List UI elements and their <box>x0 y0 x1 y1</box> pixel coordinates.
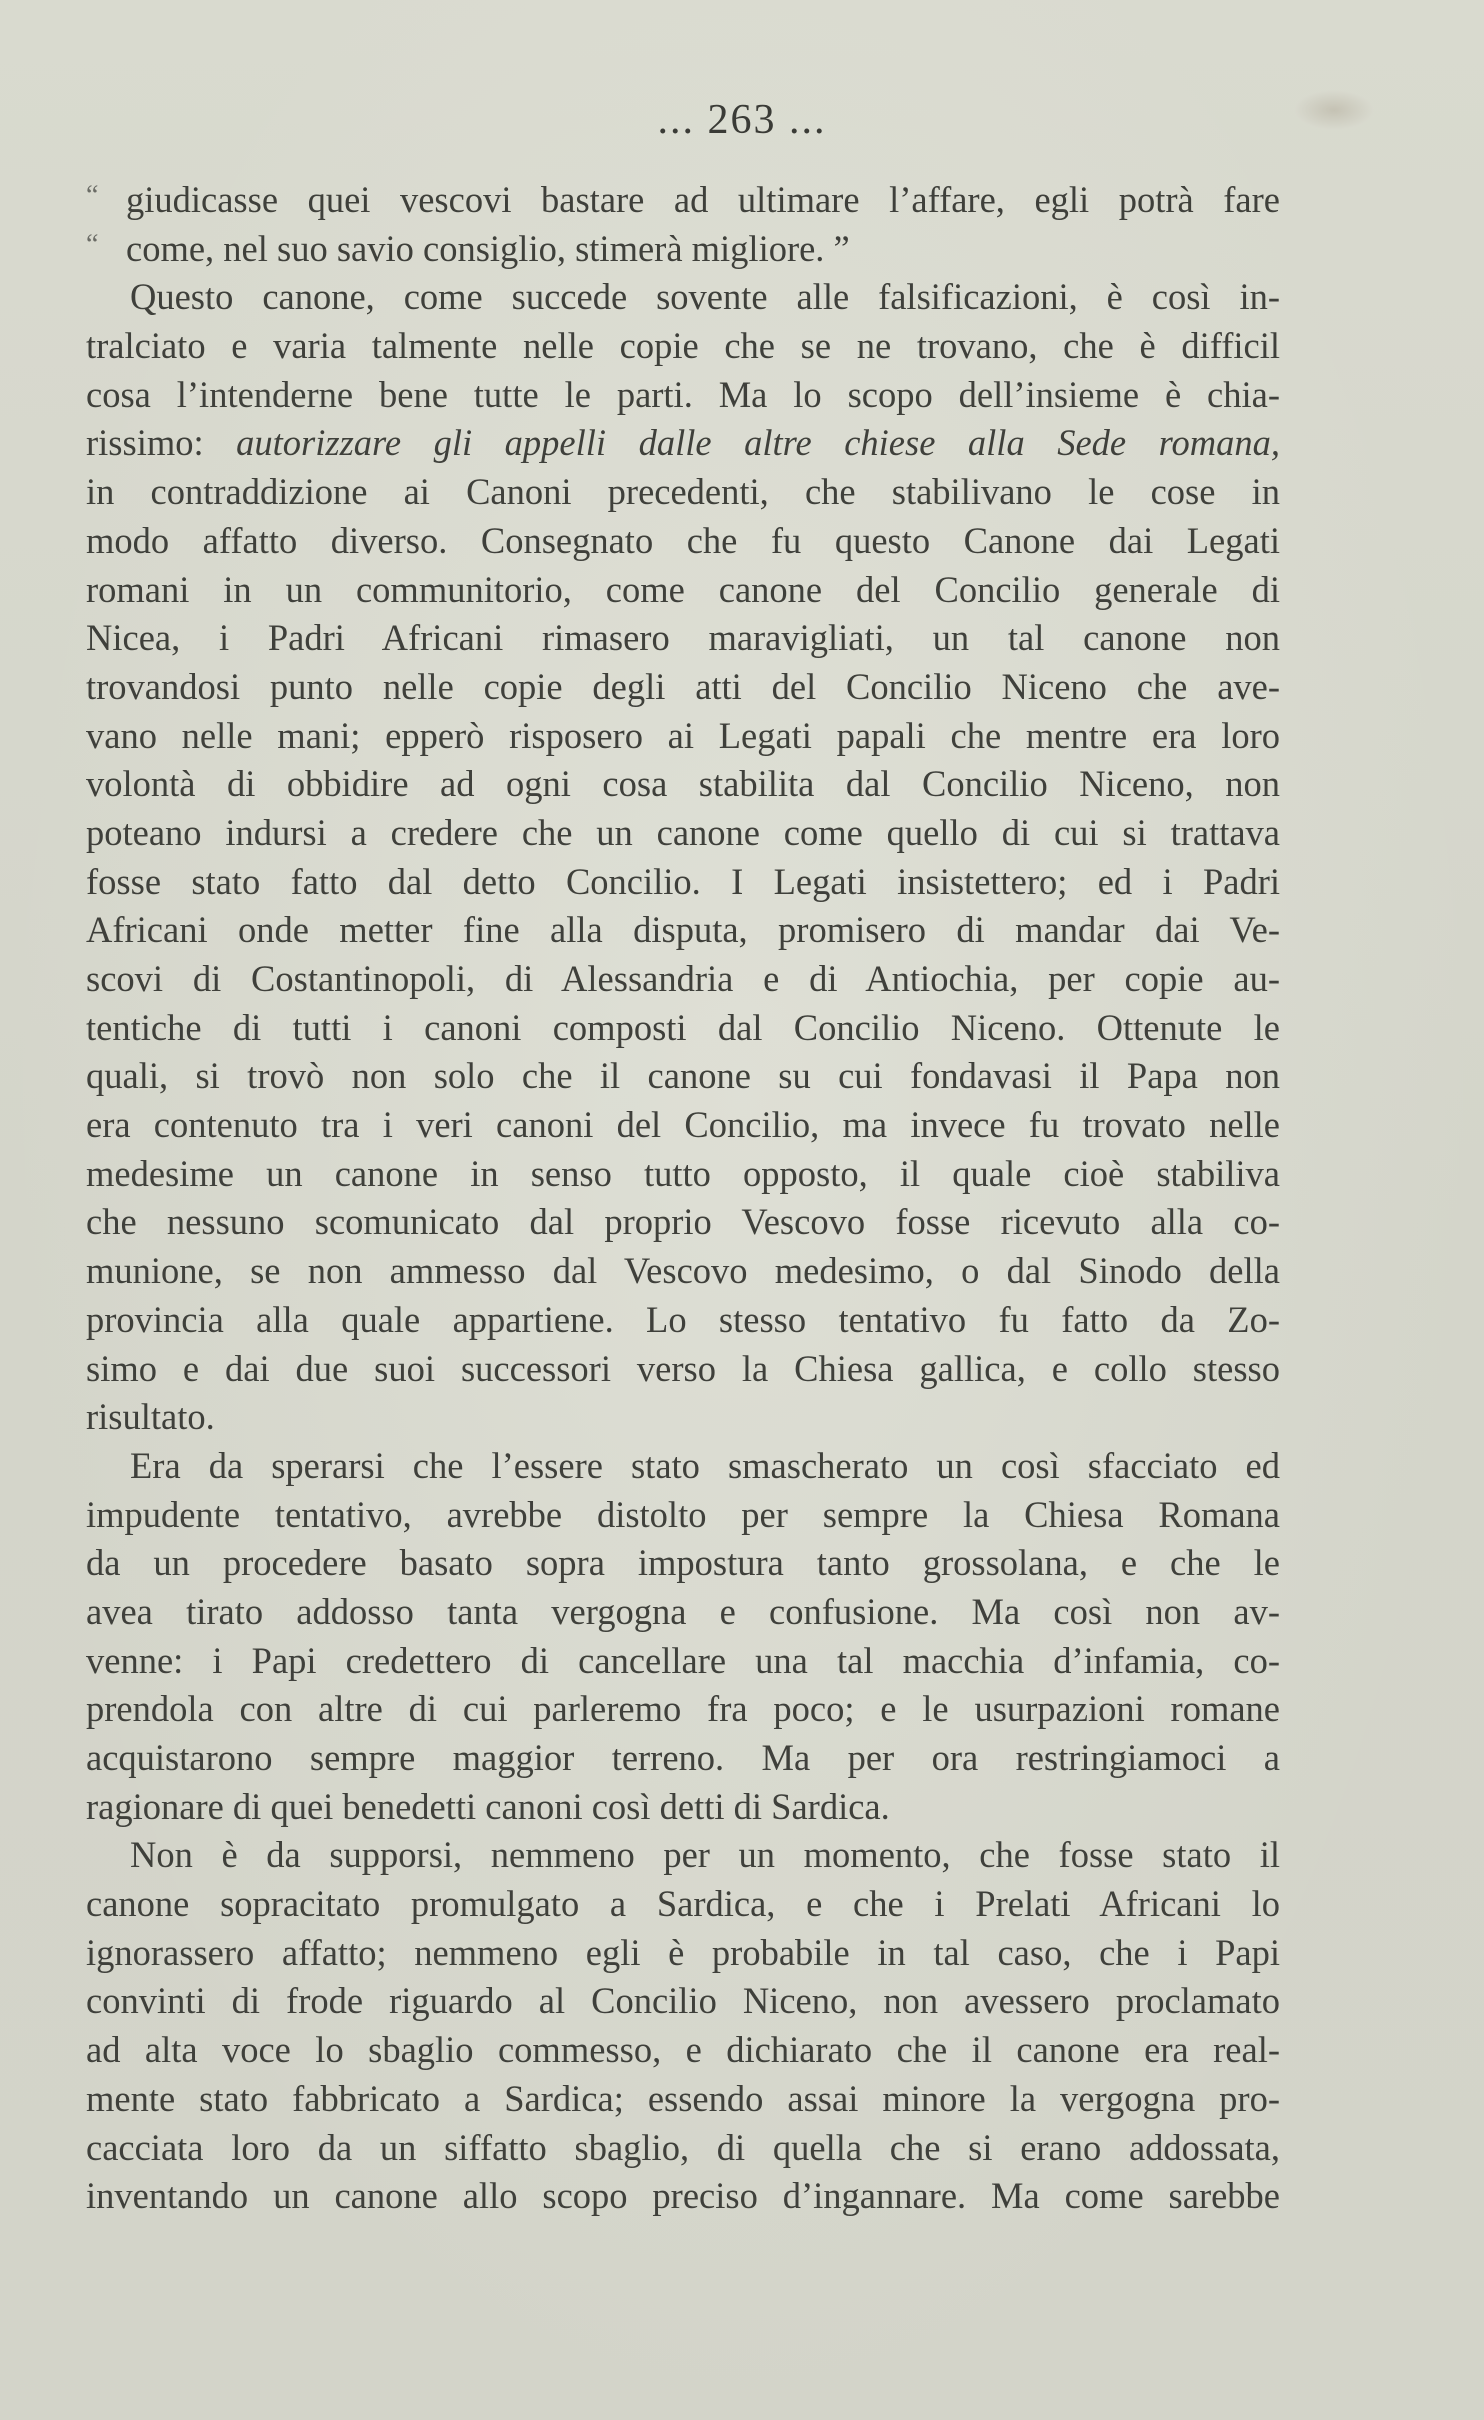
text-line <box>86 1685 1280 1734</box>
text-line <box>86 2075 1280 2124</box>
text-line <box>86 1491 1280 1540</box>
text-line <box>86 273 1280 322</box>
line-text: fosse stato fatto dal detto Concilio. I Legati insistettero; ed i Padri <box>86 860 1280 902</box>
text-line <box>86 322 1280 371</box>
text-line <box>86 955 1280 1004</box>
line-text: simo e dai due suoi successori verso la Chiesa gallica, e collo stesso <box>86 1347 1280 1389</box>
line-text: venne: i Papi credettero di cancellare una tal macchia d’infamia, co- <box>86 1639 1280 1681</box>
italic-phrase: autorizzare gli appelli dalle altre chiese alla Sede romana, <box>236 422 1280 464</box>
line-text: inventando un canone allo scopo preciso d’ingannare. Ma come sarebbe <box>86 2175 1280 2217</box>
line-text: tentiche di tutti i canoni composti dal Concilio Niceno. Ottenute le <box>86 1006 1280 1048</box>
text-line <box>86 566 1280 615</box>
text-line <box>86 1880 1280 1929</box>
line-text: romani in un communitorio, come canone del Concilio generale di <box>86 568 1280 610</box>
page-number: ... 263 ... <box>657 97 827 143</box>
line-text: cacciata loro da un siffatto sbaglio, di quella che si erano addossata, <box>86 2126 1280 2168</box>
line-text: giudicasse quei vescovi bastare ad ultimare l’affare, egli potrà fare <box>126 179 1280 220</box>
text-line <box>86 614 1280 663</box>
text-line <box>86 1198 1280 1247</box>
line-text: era contenuto tra i veri canoni del Concilio, ma invece fu trovato nelle <box>86 1104 1280 1146</box>
text-line <box>86 1783 1280 1832</box>
line-text: prendola con altre di cui parleremo fra poco; e le usurpazioni romane <box>86 1688 1280 1730</box>
text-line <box>86 1977 1280 2026</box>
line-text: volontà di obbidire ad ogni cosa stabilita dal Concilio Niceno, non <box>86 763 1280 805</box>
line-text: ignorassero affatto; nemmeno egli è probabile in tal caso, che i Papi <box>86 1931 1280 1973</box>
text-line <box>86 419 1280 468</box>
line-text: Africani onde metter fine alla disputa, promisero di mandar dai Ve- <box>86 909 1280 951</box>
line-text: quali, si trovò non solo che il canone su cui fondavasi il Papa non <box>86 1055 1280 1097</box>
line-text: acquistarono sempre maggior terreno. Ma per ora restringiamoci a <box>86 1737 1280 1778</box>
line-text: canone sopracitato promulgato a Sardica, e che i Prelati Africani lo <box>86 1883 1280 1925</box>
text-line <box>86 517 1280 566</box>
line-text: medesime un canone in senso tutto opposto, il quale cioè stabiliva <box>86 1152 1280 1194</box>
line-text: trovandosi punto nelle copie degli atti del Concilio Niceno che ave- <box>86 665 1280 707</box>
line-text: Era da sperarsi che l’essere stato smascherato un così sfacciato ed <box>130 1444 1280 1486</box>
text-line <box>86 663 1280 712</box>
line-text: provincia alla quale appartiene. Lo stesso tentativo fu fatto da Zo- <box>86 1298 1280 1340</box>
text-line <box>86 468 1280 517</box>
line-text: come, nel suo savio consiglio, stimerà migliore. ” <box>126 227 850 269</box>
body-text <box>86 176 1280 2221</box>
line-text: mente stato fabbricato a Sardica; essendo assai minore la vergogna pro- <box>86 2077 1280 2119</box>
text-line <box>86 1004 1280 1053</box>
quote-mark: “ <box>86 228 99 260</box>
text-line <box>86 2172 1280 2221</box>
text-line <box>86 1539 1280 1588</box>
text-line <box>86 1345 1280 1394</box>
text-line <box>86 1296 1280 1345</box>
text-line <box>86 371 1280 420</box>
line-text: Nicea, i Padri Africani rimasero maravigliati, un tal canone non <box>86 617 1280 659</box>
text-line <box>86 2026 1280 2075</box>
line-text: tralciato e varia talmente nelle copie che se ne trovano, che è difficil <box>86 325 1280 367</box>
line-text: Non è da supporsi, nemmeno per un momento, che fosse stato il <box>130 1834 1280 1876</box>
line-text: Questo canone, come succede sovente alle falsificazioni, è così in- <box>130 276 1280 318</box>
line-text: vano nelle mani; epperò risposero ai Legati papali che mentre era loro <box>86 714 1280 756</box>
text-line <box>86 760 1280 809</box>
line-text: scovi di Costantinopoli, di Alessandria e di Antiochia, per copie au- <box>86 958 1280 999</box>
line-text: cosa l’intenderne bene tutte le parti. Ma lo scopo dell’insieme è chia- <box>86 373 1280 415</box>
text-line <box>86 809 1280 858</box>
text-line <box>86 1588 1280 1637</box>
text-line <box>86 1247 1280 1296</box>
line-text: ad alta voce lo sbaglio commesso, e dichiarato che il canone era real- <box>86 2029 1280 2071</box>
line-text: rissimo: <box>86 422 237 464</box>
text-line <box>86 1929 1280 1978</box>
text-line <box>86 712 1280 761</box>
line-text: risultato. <box>86 1396 215 1438</box>
line-text: che nessuno scomunicato dal proprio Vescovo fosse ricevuto alla co- <box>86 1201 1280 1243</box>
line-text: in contraddizione ai Canoni precedenti, che stabilivano le cose in <box>86 471 1280 513</box>
line-text: avea tirato addosso tanta vergogna e confusione. Ma così non av- <box>86 1590 1280 1632</box>
text-line <box>86 225 1280 274</box>
line-text: munione, se non ammesso dal Vescovo medesimo, o dal Sinodo della <box>86 1250 1280 1292</box>
line-text: ragionare di quei benedetti canoni così detti di Sardica. <box>86 1785 890 1827</box>
text-line <box>86 2124 1280 2173</box>
text-line <box>86 858 1280 907</box>
text-line <box>86 1734 1280 1783</box>
text-line <box>86 1393 1280 1442</box>
text-line <box>86 1442 1280 1491</box>
text-line <box>86 906 1280 955</box>
text-line <box>86 1637 1280 1686</box>
line-text: convinti di frode riguardo al Concilio Niceno, non avessero proclamato <box>86 1980 1280 2022</box>
text-line <box>86 1052 1280 1101</box>
text-line <box>86 1101 1280 1150</box>
line-text: poteano indursi a credere che un canone come quello di cui si trattava <box>86 811 1280 853</box>
quote-mark: “ <box>86 180 99 211</box>
text-line <box>86 1150 1280 1199</box>
line-text: da un procedere basato sopra impostura tanto grossolana, e che le <box>86 1542 1280 1584</box>
line-text: impudente tentativo, avrebbe distolto per sempre la Chiesa Romana <box>86 1493 1280 1535</box>
line-text: modo affatto diverso. Consegnato che fu questo Canone dai Legati <box>86 519 1280 561</box>
text-line <box>86 1831 1280 1880</box>
text-line <box>86 176 1280 225</box>
